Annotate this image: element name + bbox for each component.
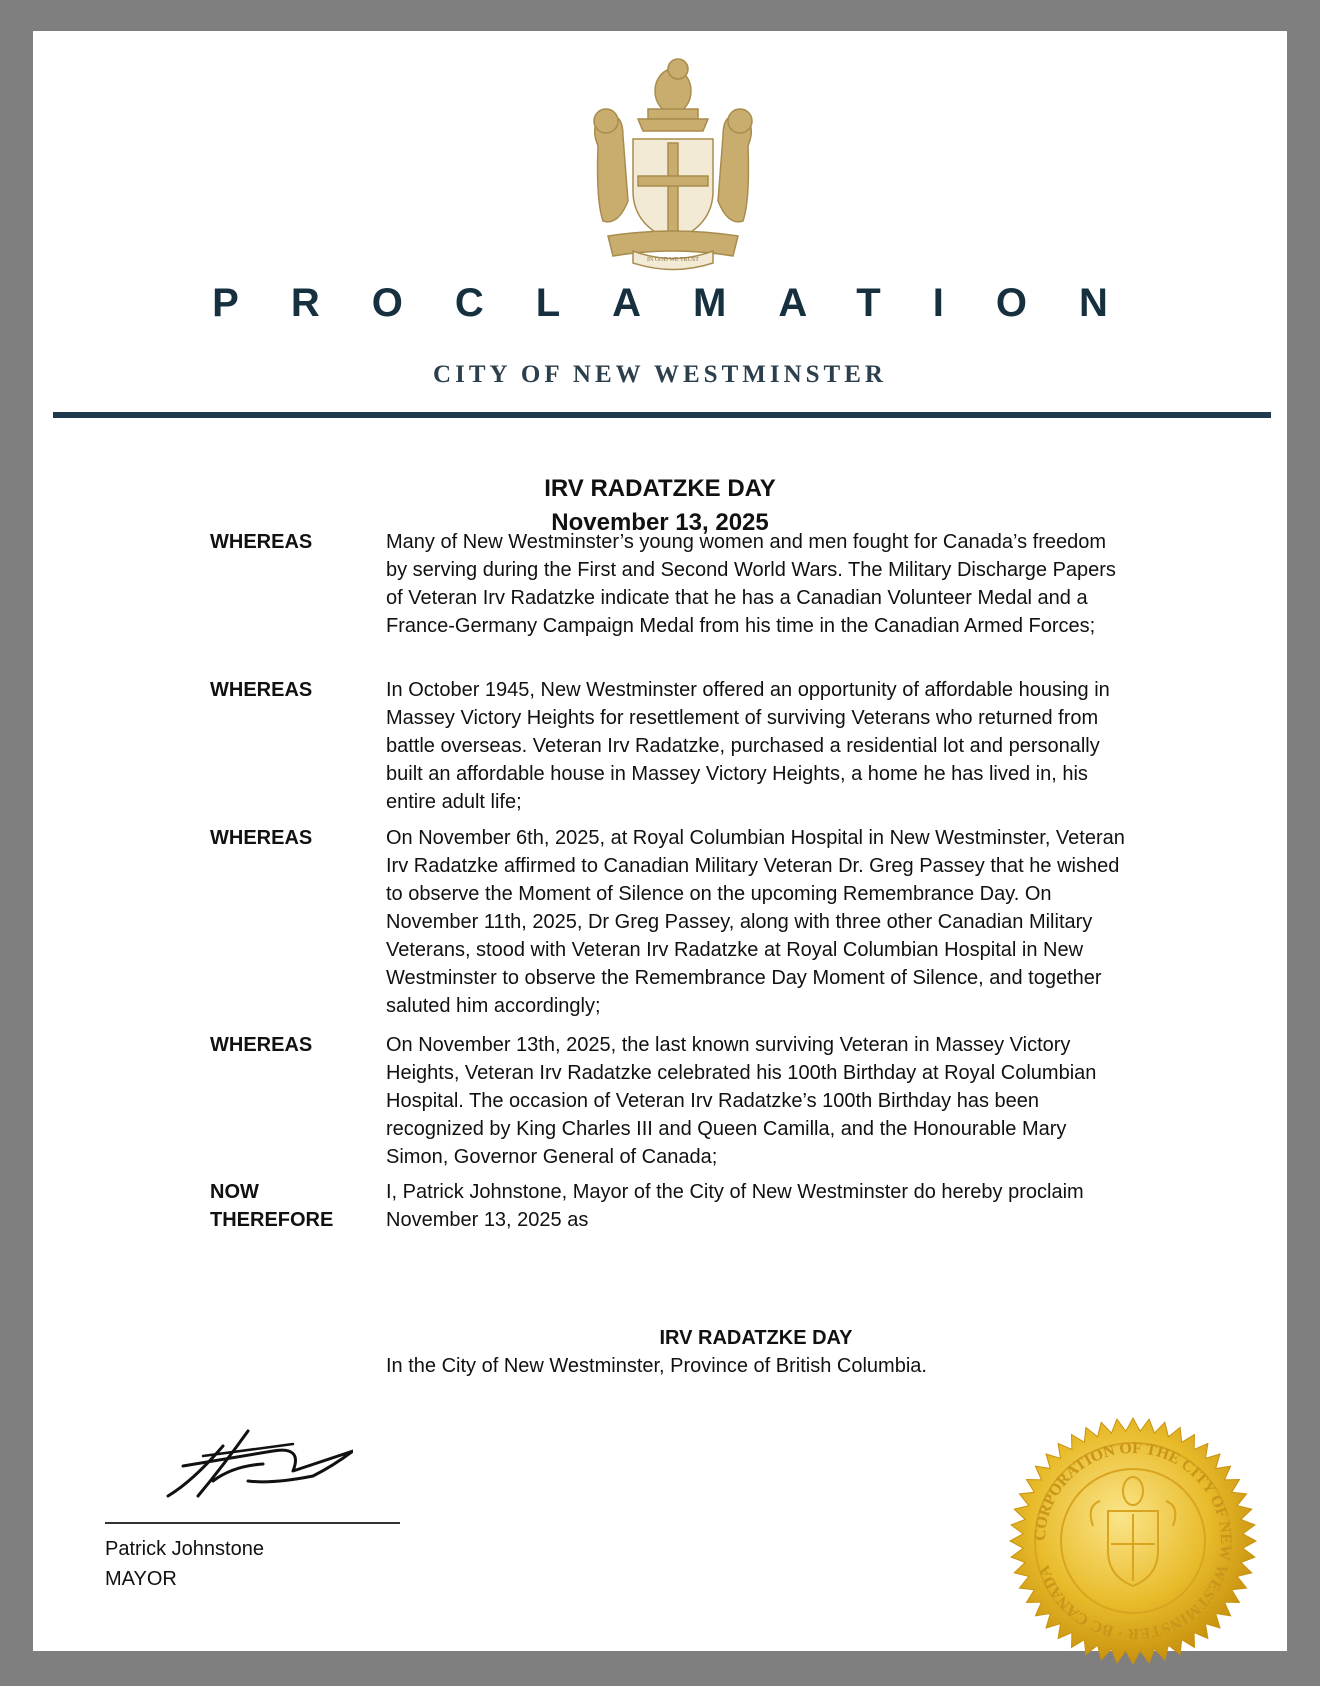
header-divider bbox=[53, 412, 1271, 418]
proclamation-page bbox=[33, 31, 1287, 1651]
signatory-title: MAYOR bbox=[105, 1568, 177, 1590]
title-line-2: November 13, 2025 bbox=[551, 509, 769, 536]
signatory-name: Patrick Johnstone bbox=[105, 1538, 264, 1560]
page-heading: PROCLAMATION bbox=[212, 281, 1160, 325]
city-name: CITY OF NEW WESTMINSTER bbox=[433, 361, 887, 388]
proclaimed-place: In the City of New Westminster, Province of British Columbia. bbox=[386, 1355, 927, 1377]
clause-text: On November 13th, 2025, the last known surviving Veteran in Massey Victory Heights, Veteran Irv Radatzke celebrated his 100th Birthday at Royal Columbian Hospital. The occasion of Veteran Irv Radatzke’s 100th Birthday has been recognized by King Charles III and Queen Camilla, and the Honourable Mary Simon, Governor General of Canada; bbox=[386, 1034, 1097, 1168]
mayor-signature bbox=[153, 1426, 353, 1506]
title-line-1: IRV RADATZKE DAY bbox=[544, 475, 776, 502]
proclaimed-day-name: IRV RADATZKE DAY bbox=[659, 1327, 853, 1349]
clause-keyword: WHEREAS bbox=[210, 1034, 313, 1056]
clause-text: In October 1945, New Westminster offered an opportunity of affordable housing in Massey Victory Heights for resettlement of surviving Veterans who returned from battle overseas. Veteran Irv Radatzke, purchased a residential lot and personally built an affordable house in Massey Victory Heights, a home he has lived in, his entire adult life; bbox=[386, 679, 1110, 813]
clause-text: I, Patrick Johnstone, Mayor of the City of New Westminster do hereby proclaim November 13, 2025 as bbox=[386, 1181, 1084, 1231]
clause-keyword: NOW THEREFORE bbox=[210, 1181, 334, 1231]
clause-keyword: WHEREAS bbox=[210, 827, 313, 849]
crest-motto: IN GOD WE TRUST bbox=[647, 257, 699, 263]
seal-legend-path: CORPORATION OF THE CITY OF NEW WESTMINSTER · BC CANADA bbox=[1031, 1439, 1235, 1643]
clause-text: Many of New Westminster’s young women and men fought for Canada’s freedom by serving during the First and Second World Wars. The Military Discharge Papers of Veteran Irv Radatzke indicate that he has a Canadian Volunteer Medal and a France-Germany Campaign Medal from his time in the Canadian Armed Forces; bbox=[386, 531, 1116, 637]
clause-text: On November 6th, 2025, at Royal Columbian Hospital in New Westminster, Veteran Irv Radatzke affirmed to Canadian Military Veteran Dr. Greg Passey that he wished to observe the Moment of Silence on the upcoming Remembrance Day. On November 11th, 2025, Dr Greg Passey, along with three other Canadian Military Veterans, stood with Veteran Irv Radatzke at Royal Columbian Hospital in New Westminster to observe the Remembrance Day Moment of Silence, and together saluted him accordingly; bbox=[386, 827, 1125, 1017]
city-crest-logo bbox=[578, 51, 768, 271]
clause-keyword: WHEREAS bbox=[210, 679, 313, 701]
gold-city-seal bbox=[1008, 1416, 1258, 1666]
clause-keyword: WHEREAS bbox=[210, 531, 313, 553]
signature-line bbox=[105, 1522, 400, 1524]
